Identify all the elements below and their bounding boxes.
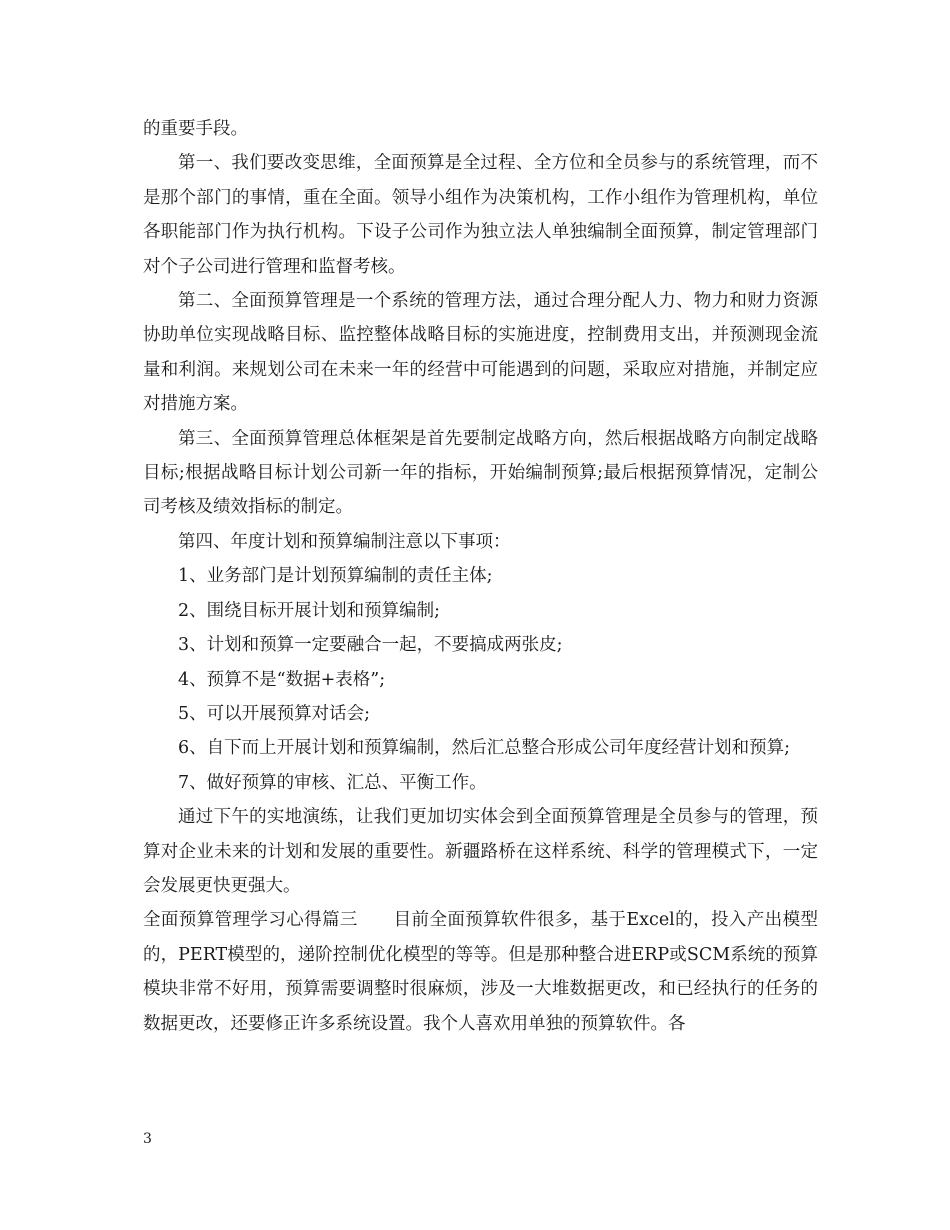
body-text bbox=[143, 112, 818, 1041]
list-item: 2、围绕目标开展计划和预算编制; bbox=[178, 600, 441, 621]
paragraph: 全面预算管理学习心得篇三 目前全面预算软件很多，基于Excel的，投入产出模型的，PERT模型的，递阶控制优化模型的等等。但是那种整合进ERP或SCM系统的预算模块非常不好用，预算需要调整时很麻烦，涉及一大堆数据更改，和已经执行的任务的数据更改，还要修正许多系统设置。我个人喜欢用单独的预算软件。各 bbox=[143, 910, 818, 1034]
list-item: 3、计划和预算一定要融合一起，不要搞成两张皮; bbox=[178, 635, 563, 656]
list-item: 5、可以开展预算对话会; bbox=[178, 703, 371, 724]
paragraph: 通过下午的实地演练，让我们更加切实体会到全面预算管理是全员参与的管理，预算对企业未来的计划和发展的重要性。新疆路桥在这样系统、科学的管理模式下，一定会发展更快更强大。 bbox=[143, 807, 818, 896]
paragraph: 的重要手段。 bbox=[143, 119, 248, 139]
list-item: 6、自下而上开展计划和预算编制，然后汇总整合形成公司年度经营计划和预算; bbox=[178, 738, 791, 759]
paragraph: 第三、全面预算管理总体框架是首先要制定战略方向，然后根据战略方向制定战略目标;根据战略目标计划公司新一年的指标，开始编制预算;最后根据预算情况，定制公司考核及绩效指标的制定。 bbox=[143, 428, 818, 518]
list-item: 7、做好预算的审核、汇总、平衡工作。 bbox=[178, 772, 487, 793]
paragraph: 第二、全面预算管理是一个系统的管理方法，通过合理分配人力、物力和财力资源协助单位实现战略目标、监控整体战略目标的实施进度，控制费用支出，并预测现金流量和利润。来规划公司在未来一年的经营中可能遇到的问题，采取应对措施，并制定应对措施方案。 bbox=[143, 291, 818, 415]
list-item: 1、业务部门是计划预算编制的责任主体; bbox=[178, 566, 493, 587]
page-number: 3 bbox=[143, 1131, 152, 1147]
list-item: 4、预算不是“数据+表格”; bbox=[178, 669, 386, 690]
paragraph: 第一、我们要改变思维，全面预算是全过程、全方位和全员参与的系统管理，而不是那个部门的事情，重在全面。领导小组作为决策机构，工作小组作为管理机构，单位各职能部门作为执行机构。下设子公司作为独立法人单独编制全面预算，制定管理部门对个子公司进行管理和监督考核。 bbox=[143, 153, 818, 277]
paragraph: 第四、年度计划和预算编制注意以下事项： bbox=[178, 531, 511, 552]
